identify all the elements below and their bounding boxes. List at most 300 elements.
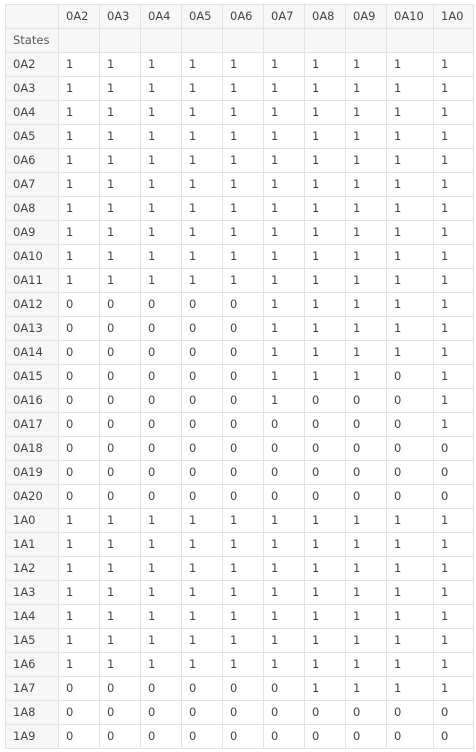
table-cell: 1: [305, 77, 346, 101]
table-cell: 0: [264, 677, 305, 701]
row-label: 1A4: [6, 605, 59, 629]
table-cell: 1: [182, 653, 223, 677]
table-cell: 1: [305, 629, 346, 653]
table-cell: 0: [434, 437, 474, 461]
table-body: [6, 29, 474, 749]
table-cell: 1: [346, 533, 387, 557]
table-cell: 1: [434, 533, 474, 557]
table-cell: 1: [346, 677, 387, 701]
table-cell: 1: [100, 629, 141, 653]
index-name-filler: [59, 29, 100, 53]
table-cell: 0: [59, 365, 100, 389]
table-cell: 1: [223, 149, 264, 173]
table-cell: 0: [141, 365, 182, 389]
table-cell: 1: [305, 149, 346, 173]
table-cell: 1: [346, 293, 387, 317]
table-cell: 1: [223, 533, 264, 557]
table-cell: 1: [100, 125, 141, 149]
table-cell: 1: [387, 197, 434, 221]
table-row: [6, 725, 474, 749]
table-row: [6, 437, 474, 461]
table-cell: 0: [305, 485, 346, 509]
index-name-filler: [305, 29, 346, 53]
table-cell: 1: [305, 197, 346, 221]
table-cell: 0: [305, 389, 346, 413]
column-header: 0A2: [59, 5, 100, 29]
table-cell: 1: [223, 77, 264, 101]
row-label: 0A11: [6, 269, 59, 293]
table-cell: 1: [100, 581, 141, 605]
table-cell: 1: [305, 173, 346, 197]
table-cell: 1: [434, 605, 474, 629]
table-cell: 1: [100, 653, 141, 677]
table-cell: 1: [59, 173, 100, 197]
table-cell: 0: [100, 725, 141, 749]
table-cell: 1: [182, 53, 223, 77]
table-cell: 1: [59, 245, 100, 269]
table-cell: 1: [100, 77, 141, 101]
table-cell: 1: [59, 197, 100, 221]
table-cell: 0: [59, 485, 100, 509]
index-name-filler: [141, 29, 182, 53]
table-cell: 0: [346, 701, 387, 725]
row-label: 0A2: [6, 53, 59, 77]
table-cell: 1: [346, 77, 387, 101]
table-cell: 1: [182, 605, 223, 629]
table-row: [6, 101, 474, 125]
table-cell: 1: [264, 53, 305, 77]
table-row: [6, 341, 474, 365]
table-cell: 1: [100, 197, 141, 221]
table-cell: 1: [223, 197, 264, 221]
table-cell: 1: [346, 509, 387, 533]
table-cell: 1: [100, 557, 141, 581]
table-cell: 0: [387, 701, 434, 725]
table-cell: 1: [100, 53, 141, 77]
table-row: [6, 509, 474, 533]
row-label: 1A3: [6, 581, 59, 605]
table-cell: 1: [264, 533, 305, 557]
table-cell: 1: [387, 317, 434, 341]
row-label: 0A13: [6, 317, 59, 341]
table-row: [6, 317, 474, 341]
table-cell: 0: [59, 389, 100, 413]
table-row: [6, 293, 474, 317]
table-cell: 0: [100, 461, 141, 485]
table-cell: 1: [264, 269, 305, 293]
table-cell: 1: [100, 173, 141, 197]
table-cell: 1: [434, 197, 474, 221]
table-cell: 1: [346, 269, 387, 293]
table-cell: 0: [223, 701, 264, 725]
table-cell: 1: [264, 365, 305, 389]
row-label: 1A8: [6, 701, 59, 725]
column-header: 0A8: [305, 5, 346, 29]
table-cell: 0: [346, 461, 387, 485]
row-label: 1A0: [6, 509, 59, 533]
row-label: 0A12: [6, 293, 59, 317]
table-cell: 1: [141, 221, 182, 245]
table-cell: 1: [100, 509, 141, 533]
table-cell: 0: [223, 317, 264, 341]
corner-cell: [6, 5, 59, 29]
table-row: [6, 365, 474, 389]
table-cell: 1: [59, 581, 100, 605]
table-cell: 1: [59, 125, 100, 149]
table-row: [6, 557, 474, 581]
table-cell: 1: [434, 245, 474, 269]
table-cell: 0: [59, 725, 100, 749]
row-label: 0A9: [6, 221, 59, 245]
table-row: [6, 461, 474, 485]
table-cell: 0: [182, 677, 223, 701]
table-cell: 1: [141, 581, 182, 605]
table-cell: 1: [346, 557, 387, 581]
table-cell: 1: [305, 653, 346, 677]
table-cell: 1: [182, 197, 223, 221]
row-label: 0A6: [6, 149, 59, 173]
table-cell: 1: [434, 365, 474, 389]
table-cell: 1: [434, 509, 474, 533]
table-cell: 0: [305, 701, 346, 725]
table-cell: 0: [141, 341, 182, 365]
column-header: 0A7: [264, 5, 305, 29]
table-cell: 1: [387, 341, 434, 365]
row-label: 0A16: [6, 389, 59, 413]
table-cell: 0: [387, 365, 434, 389]
table-cell: 0: [59, 677, 100, 701]
table-cell: 1: [100, 245, 141, 269]
table-row: [6, 581, 474, 605]
table-cell: 0: [346, 413, 387, 437]
table-cell: 0: [100, 365, 141, 389]
table-cell: 1: [434, 413, 474, 437]
table-cell: 0: [264, 461, 305, 485]
table-cell: 1: [182, 149, 223, 173]
row-label: 0A5: [6, 125, 59, 149]
table-cell: 1: [387, 125, 434, 149]
index-name-label: States: [6, 29, 59, 53]
table-cell: 1: [434, 317, 474, 341]
table-cell: 0: [100, 485, 141, 509]
data-table: [5, 4, 474, 749]
table-cell: 1: [387, 653, 434, 677]
table-cell: 1: [223, 173, 264, 197]
table-cell: 1: [346, 245, 387, 269]
index-name-filler: [100, 29, 141, 53]
table-cell: 1: [434, 125, 474, 149]
table-row: [6, 53, 474, 77]
table-cell: 1: [141, 173, 182, 197]
row-label: 1A1: [6, 533, 59, 557]
table-cell: 1: [100, 605, 141, 629]
row-label: 1A5: [6, 629, 59, 653]
table-row: [6, 413, 474, 437]
table-cell: 1: [387, 677, 434, 701]
table-cell: 1: [59, 53, 100, 77]
table-cell: 1: [305, 221, 346, 245]
table-cell: 0: [141, 317, 182, 341]
table-cell: 1: [346, 653, 387, 677]
index-name-row: [6, 29, 474, 53]
table-cell: 0: [305, 725, 346, 749]
table-cell: 1: [264, 605, 305, 629]
table-cell: 0: [182, 437, 223, 461]
index-name-filler: [264, 29, 305, 53]
table-row: [6, 125, 474, 149]
table-cell: 1: [346, 149, 387, 173]
column-header-row: [6, 5, 474, 29]
table-cell: 1: [141, 509, 182, 533]
table-cell: 1: [264, 341, 305, 365]
table-cell: 1: [264, 173, 305, 197]
index-name-filler: [434, 29, 474, 53]
table-cell: 1: [434, 653, 474, 677]
table-cell: 0: [387, 485, 434, 509]
table-cell: 0: [59, 317, 100, 341]
table-cell: 1: [434, 101, 474, 125]
table-cell: 1: [59, 629, 100, 653]
table-cell: 1: [100, 221, 141, 245]
table-cell: 1: [141, 77, 182, 101]
table-cell: 0: [434, 725, 474, 749]
table-row: [6, 221, 474, 245]
table-cell: 1: [59, 149, 100, 173]
table-cell: 0: [387, 725, 434, 749]
table-cell: 0: [434, 701, 474, 725]
table-cell: 1: [346, 341, 387, 365]
table-cell: 1: [434, 389, 474, 413]
table-cell: 1: [305, 125, 346, 149]
table-cell: 0: [182, 341, 223, 365]
row-label: 0A20: [6, 485, 59, 509]
table-cell: 1: [182, 509, 223, 533]
table-cell: 0: [434, 485, 474, 509]
row-label: 1A7: [6, 677, 59, 701]
table-cell: 1: [305, 557, 346, 581]
table-cell: 1: [182, 581, 223, 605]
row-label: 0A15: [6, 365, 59, 389]
table-cell: 0: [182, 701, 223, 725]
table-cell: 1: [305, 365, 346, 389]
table-cell: 1: [387, 533, 434, 557]
table-cell: 0: [223, 437, 264, 461]
table-cell: 1: [305, 53, 346, 77]
table-cell: 1: [223, 245, 264, 269]
table-cell: 1: [141, 653, 182, 677]
table-cell: 1: [100, 269, 141, 293]
table-cell: 0: [264, 485, 305, 509]
table-cell: 1: [182, 629, 223, 653]
table-row: [6, 245, 474, 269]
table-cell: 0: [346, 725, 387, 749]
row-label: 1A9: [6, 725, 59, 749]
index-name-filler: [387, 29, 434, 53]
table-cell: 1: [264, 317, 305, 341]
table-cell: 1: [141, 557, 182, 581]
table-cell: 1: [434, 269, 474, 293]
table-cell: 1: [346, 197, 387, 221]
table-cell: 1: [434, 221, 474, 245]
table-cell: 0: [100, 389, 141, 413]
table-cell: 1: [305, 317, 346, 341]
index-name-filler: [346, 29, 387, 53]
table-cell: 1: [346, 125, 387, 149]
table-cell: 0: [59, 293, 100, 317]
table-cell: 1: [305, 509, 346, 533]
table-cell: 1: [59, 77, 100, 101]
table-cell: 0: [100, 293, 141, 317]
table-cell: 1: [141, 101, 182, 125]
table-cell: 0: [264, 701, 305, 725]
table-cell: 1: [387, 77, 434, 101]
table-cell: 1: [59, 221, 100, 245]
table-cell: 0: [141, 725, 182, 749]
table-cell: 1: [387, 605, 434, 629]
table-cell: 1: [223, 269, 264, 293]
table-cell: 1: [223, 509, 264, 533]
table-cell: 1: [387, 53, 434, 77]
column-header: 0A6: [223, 5, 264, 29]
table-cell: 1: [141, 605, 182, 629]
table-cell: 1: [434, 53, 474, 77]
table-cell: 1: [346, 365, 387, 389]
table-cell: 1: [264, 629, 305, 653]
row-label: 0A14: [6, 341, 59, 365]
table-cell: 1: [182, 557, 223, 581]
table-cell: 1: [223, 557, 264, 581]
table-row: [6, 197, 474, 221]
table-cell: 1: [387, 173, 434, 197]
table-cell: 0: [182, 485, 223, 509]
table-cell: 1: [434, 341, 474, 365]
table-cell: 1: [182, 173, 223, 197]
table-cell: 1: [387, 149, 434, 173]
table-cell: 1: [141, 197, 182, 221]
table-cell: 0: [182, 365, 223, 389]
table-cell: 1: [264, 197, 305, 221]
table-cell: 1: [182, 221, 223, 245]
table-cell: 1: [223, 125, 264, 149]
table-cell: 1: [305, 341, 346, 365]
column-header: 0A3: [100, 5, 141, 29]
table-cell: 1: [141, 53, 182, 77]
table-cell: 1: [223, 629, 264, 653]
row-label: 0A7: [6, 173, 59, 197]
table-cell: 1: [264, 149, 305, 173]
table-cell: 1: [387, 581, 434, 605]
table-cell: 0: [223, 725, 264, 749]
table-cell: 0: [141, 701, 182, 725]
table-cell: 0: [141, 437, 182, 461]
table-cell: 0: [264, 413, 305, 437]
table-cell: 0: [59, 341, 100, 365]
table-cell: 1: [223, 101, 264, 125]
table-cell: 1: [264, 389, 305, 413]
table-cell: 1: [141, 269, 182, 293]
table-cell: 1: [223, 605, 264, 629]
table-row: [6, 269, 474, 293]
table-cell: 0: [182, 389, 223, 413]
table-cell: 1: [387, 245, 434, 269]
table-cell: 1: [100, 101, 141, 125]
table-cell: 0: [305, 437, 346, 461]
row-label: 0A8: [6, 197, 59, 221]
table-cell: 1: [100, 149, 141, 173]
table-row: [6, 653, 474, 677]
table-cell: 0: [141, 389, 182, 413]
table-cell: 1: [387, 557, 434, 581]
table-cell: 0: [223, 677, 264, 701]
table-cell: 1: [223, 653, 264, 677]
table-cell: 1: [59, 605, 100, 629]
table-row: [6, 605, 474, 629]
table-cell: 0: [223, 413, 264, 437]
table-cell: 0: [387, 461, 434, 485]
row-label: 0A10: [6, 245, 59, 269]
table-cell: 1: [141, 245, 182, 269]
table-cell: 1: [141, 629, 182, 653]
column-header: 1A0: [434, 5, 474, 29]
table-cell: 1: [346, 53, 387, 77]
table-cell: 1: [264, 509, 305, 533]
table-cell: 1: [305, 101, 346, 125]
table-cell: 0: [346, 437, 387, 461]
table-cell: 1: [434, 173, 474, 197]
table-cell: 1: [59, 533, 100, 557]
table-cell: 1: [305, 293, 346, 317]
row-label: 1A2: [6, 557, 59, 581]
row-label: 0A3: [6, 77, 59, 101]
table-cell: 0: [141, 293, 182, 317]
table-cell: 0: [100, 677, 141, 701]
table-cell: 0: [434, 461, 474, 485]
index-name-filler: [223, 29, 264, 53]
table-cell: 1: [182, 77, 223, 101]
table-cell: 1: [182, 245, 223, 269]
table-cell: 1: [223, 581, 264, 605]
row-label: 0A17: [6, 413, 59, 437]
table-cell: 1: [434, 677, 474, 701]
table-cell: 1: [223, 221, 264, 245]
table-cell: 1: [182, 533, 223, 557]
table-cell: 1: [305, 581, 346, 605]
table-cell: 1: [59, 653, 100, 677]
table-cell: 1: [264, 581, 305, 605]
row-label: 0A19: [6, 461, 59, 485]
table-cell: 0: [182, 725, 223, 749]
table-cell: 1: [387, 269, 434, 293]
table-row: [6, 389, 474, 413]
table-cell: 1: [305, 533, 346, 557]
table-cell: 0: [223, 365, 264, 389]
column-header: 0A5: [182, 5, 223, 29]
row-label: 0A4: [6, 101, 59, 125]
table-cell: 1: [264, 653, 305, 677]
table-cell: 1: [59, 101, 100, 125]
table-cell: 1: [387, 101, 434, 125]
table-row: [6, 149, 474, 173]
table-cell: 1: [100, 533, 141, 557]
table-row: [6, 629, 474, 653]
table-cell: 0: [182, 461, 223, 485]
table-cell: 1: [346, 221, 387, 245]
table-cell: 1: [434, 581, 474, 605]
table-cell: 0: [387, 389, 434, 413]
table-cell: 0: [59, 701, 100, 725]
table-cell: 0: [182, 293, 223, 317]
table-cell: 0: [100, 413, 141, 437]
